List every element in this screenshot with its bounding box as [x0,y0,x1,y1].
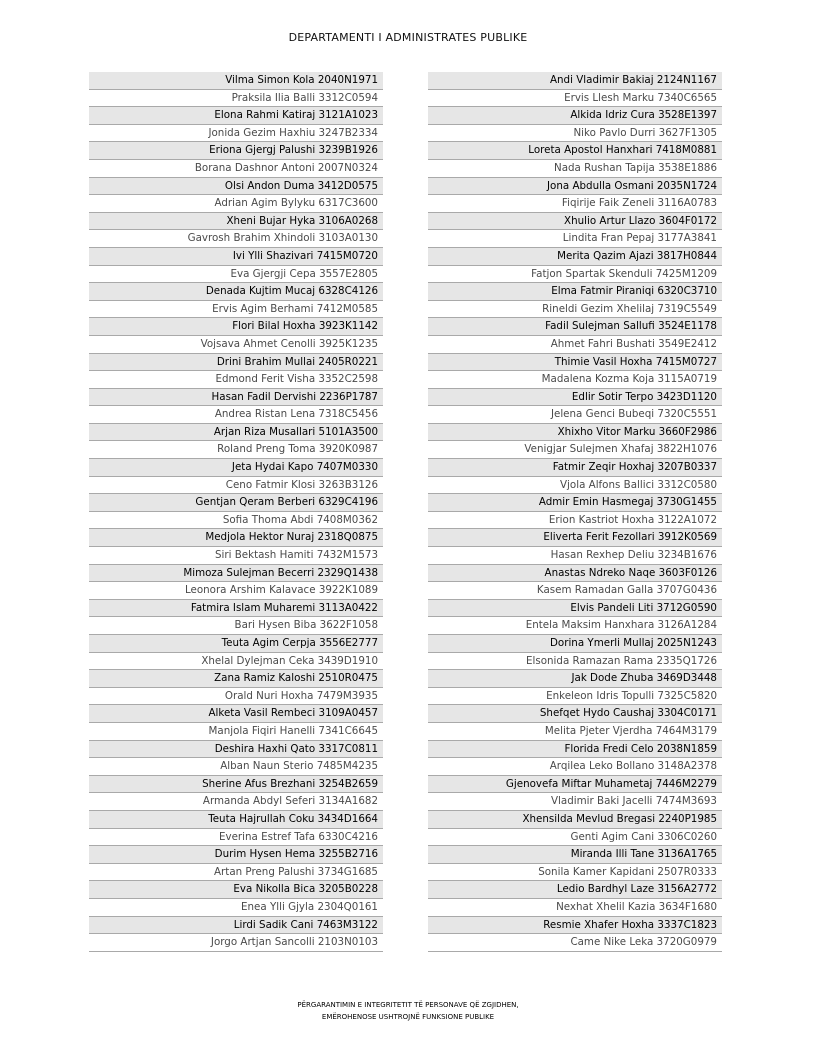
footer-line-2: EMËROHENOSE USHTROJNË FUNKSIONE PUBLIKE [321,1013,495,1021]
list-item: Siri Bektash Hamiti 7432M1573 [89,547,383,565]
list-item: Nada Rushan Tapija 3538E1886 [428,160,722,178]
list-item: Resmie Xhafer Hoxha 3337C1823 [428,917,722,935]
list-item: Ledio Bardhyl Laze 3156A2772 [428,881,722,899]
list-item: Fatjon Spartak Skenduli 7425M1209 [428,266,722,284]
list-item: Ervis Agim Berhami 7412M0585 [89,301,383,319]
list-item: Zana Ramiz Kaloshi 2510R0475 [89,670,383,688]
list-item: Xheni Bujar Hyka 3106A0268 [89,213,383,231]
list-item: Arqilea Leko Bollano 3148A2378 [428,758,722,776]
list-item: Eva Nikolla Bica 3205B0228 [89,881,383,899]
list-item: Sonila Kamer Kapidani 2507R0333 [428,864,722,882]
list-item: Madalena Kozma Koja 3115A0719 [428,371,722,389]
list-item: Dorina Ymerli Mullaj 2025N1243 [428,635,722,653]
list-item: Jeta Hydai Kapo 7407M0330 [89,459,383,477]
list-item: Xhulio Artur Llazo 3604F0172 [428,213,722,231]
list-item: Adrian Agim Bylyku 6317C3600 [89,195,383,213]
list-item: Gentjan Qeram Berberi 6329C4196 [89,494,383,512]
list-item: Ivi Ylli Shazivari 7415M0720 [89,248,383,266]
list-item: Elsonida Ramazan Rama 2335Q1726 [428,653,722,671]
list-item: Vilma Simon Kola 2040N1971 [89,72,383,90]
list-item: Came Nike Leka 3720G0979 [428,934,722,952]
list-item: Miranda Illi Tane 3136A1765 [428,846,722,864]
list-item: Thimie Vasil Hoxha 7415M0727 [428,354,722,372]
list-item: Vojsava Ahmet Cenolli 3925K1235 [89,336,383,354]
list-item: Vjola Alfons Ballici 3312C0580 [428,477,722,495]
page-footer [0,999,816,1023]
list-item: Edlir Sotir Terpo 3423D1120 [428,389,722,407]
list-item: Vladimir Baki Jacelli 7474M3693 [428,793,722,811]
list-item: Enea Ylli Gjyla 2304Q0161 [89,899,383,917]
list-item: Entela Maksim Hanxhara 3126A1284 [428,617,722,635]
list-item: Fatmir Zeqir Hoxhaj 3207B0337 [428,459,722,477]
list-item: Admir Emin Hasmegaj 3730G1455 [428,494,722,512]
list-item: Alketa Vasil Rembeci 3109A0457 [89,705,383,723]
list-item: Jak Dode Zhuba 3469D3448 [428,670,722,688]
list-item: Drini Brahim Mullai 2405R0221 [89,354,383,372]
list-item: Merita Qazim Ajazi 3817H0844 [428,248,722,266]
list-item: Melita Pjeter Vjerdha 7464M3179 [428,723,722,741]
list-item: Niko Pavlo Durri 3627F1305 [428,125,722,143]
list-item: Leonora Arshim Kalavace 3922K1089 [89,582,383,600]
list-item: Teuta Agim Cerpja 3556E2777 [89,635,383,653]
list-item: Fatmira Islam Muharemi 3113A0422 [89,600,383,618]
list-item: Edmond Ferit Visha 3352C2598 [89,371,383,389]
list-item: Eliverta Ferit Fezollari 3912K0569 [428,529,722,547]
list-item: Xhensilda Mevlud Bregasi 2240P1985 [428,811,722,829]
list-item: Jelena Genci Bubeqi 7320C5551 [428,406,722,424]
list-item: Manjola Fiqiri Hanelli 7341C6645 [89,723,383,741]
list-item: Arjan Riza Musallari 5101A3500 [89,424,383,442]
list-item: Everina Estref Tafa 6330C4216 [89,829,383,847]
list-item: Genti Agim Cani 3306C0260 [428,829,722,847]
list-item: Teuta Hajrullah Coku 3434D1664 [89,811,383,829]
list-item: Bari Hysen Biba 3622F1058 [89,617,383,635]
list-item: Borana Dashnor Antoni 2007N0324 [89,160,383,178]
list-item: Enkeleon Idris Topulli 7325C5820 [428,688,722,706]
list-item: Jorgo Artjan Sancolli 2103N0103 [89,934,383,952]
list-item: Loreta Apostol Hanxhari 7418M0881 [428,142,722,160]
list-item: Nexhat Xhelil Kazia 3634F1680 [428,899,722,917]
list-item: Gjenovefa Miftar Muhametaj 7446M2279 [428,776,722,794]
list-item: Rineldi Gezim Xhelilaj 7319C5549 [428,301,722,319]
list-item: Fiqirije Faik Zeneli 3116A0783 [428,195,722,213]
list-item: Kasem Ramadan Galla 3707G0436 [428,582,722,600]
list-item: Andi Vladimir Bakiaj 2124N1167 [428,72,722,90]
list-item: Lindita Fran Pepaj 3177A3841 [428,230,722,248]
list-item: Mimoza Sulejman Becerri 2329Q1438 [89,565,383,583]
list-item: Elona Rahmi Katiraj 3121A1023 [89,107,383,125]
list-item: Hasan Fadil Dervishi 2236P1787 [89,389,383,407]
list-item: Sherine Afus Brezhani 3254B2659 [89,776,383,794]
list-item: Ahmet Fahri Bushati 3549E2412 [428,336,722,354]
list-item: Hasan Rexhep Deliu 3234B1676 [428,547,722,565]
list-item: Elvis Pandeli Liti 3712G0590 [428,600,722,618]
list-item: Ceno Fatmir Klosi 3263B3126 [89,477,383,495]
page-title: DEPARTAMENTI I ADMINISTRATES PUBLIKE [288,31,528,44]
list-item: Artan Preng Palushi 3734G1685 [89,864,383,882]
list-item: Eriona Gjergj Palushi 3239B1926 [89,142,383,160]
list-item: Xhixho Vitor Marku 3660F2986 [428,424,722,442]
list-item: Florida Fredi Celo 2038N1859 [428,741,722,759]
list-item: Shefqet Hydo Caushaj 3304C0171 [428,705,722,723]
list-item: Armanda Abdyl Seferi 3134A1682 [89,793,383,811]
list-item: Praksila Ilia Balli 3312C0594 [89,90,383,108]
list-item: Alkida Idriz Cura 3528E1397 [428,107,722,125]
list-item: Durim Hysen Hema 3255B2716 [89,846,383,864]
right-name-list [428,72,722,952]
left-name-list [89,72,383,952]
list-item: Flori Bilal Hoxha 3923K1142 [89,318,383,336]
list-item: Medjola Hektor Nuraj 2318Q0875 [89,529,383,547]
list-item: Andrea Ristan Lena 7318C5456 [89,406,383,424]
list-item: Olsi Andon Duma 3412D0575 [89,178,383,196]
list-item: Lirdi Sadik Cani 7463M3122 [89,917,383,935]
list-item: Anastas Ndreko Naqe 3603F0126 [428,565,722,583]
footer-line-1: PËRGARANTIMIN E INTEGRITETIT TË PERSONAVE QË ZGJIDHEN, [297,1001,519,1009]
list-item: Xhelal Dylejman Ceka 3439D1910 [89,653,383,671]
list-item: Alban Naun Sterio 7485M4235 [89,758,383,776]
list-item: Elma Fatmir Piraniqi 6320C3710 [428,283,722,301]
list-item: Gavrosh Brahim Xhindoli 3103A0130 [89,230,383,248]
list-item: Roland Preng Toma 3920K0987 [89,441,383,459]
list-item: Jona Abdulla Osmani 2035N1724 [428,178,722,196]
list-item: Erion Kastriot Hoxha 3122A1072 [428,512,722,530]
list-item: Denada Kujtim Mucaj 6328C4126 [89,283,383,301]
list-item: Orald Nuri Hoxha 7479M3935 [89,688,383,706]
list-item: Sofia Thoma Abdi 7408M0362 [89,512,383,530]
list-item: Venigjar Sulejmen Xhafaj 3822H1076 [428,441,722,459]
list-item: Jonida Gezim Haxhiu 3247B2334 [89,125,383,143]
list-item: Fadil Sulejman Sallufi 3524E1178 [428,318,722,336]
list-item: Deshira Haxhi Qato 3317C0811 [89,741,383,759]
list-item: Ervis Llesh Marku 7340C6565 [428,90,722,108]
list-item: Eva Gjergji Cepa 3557E2805 [89,266,383,284]
